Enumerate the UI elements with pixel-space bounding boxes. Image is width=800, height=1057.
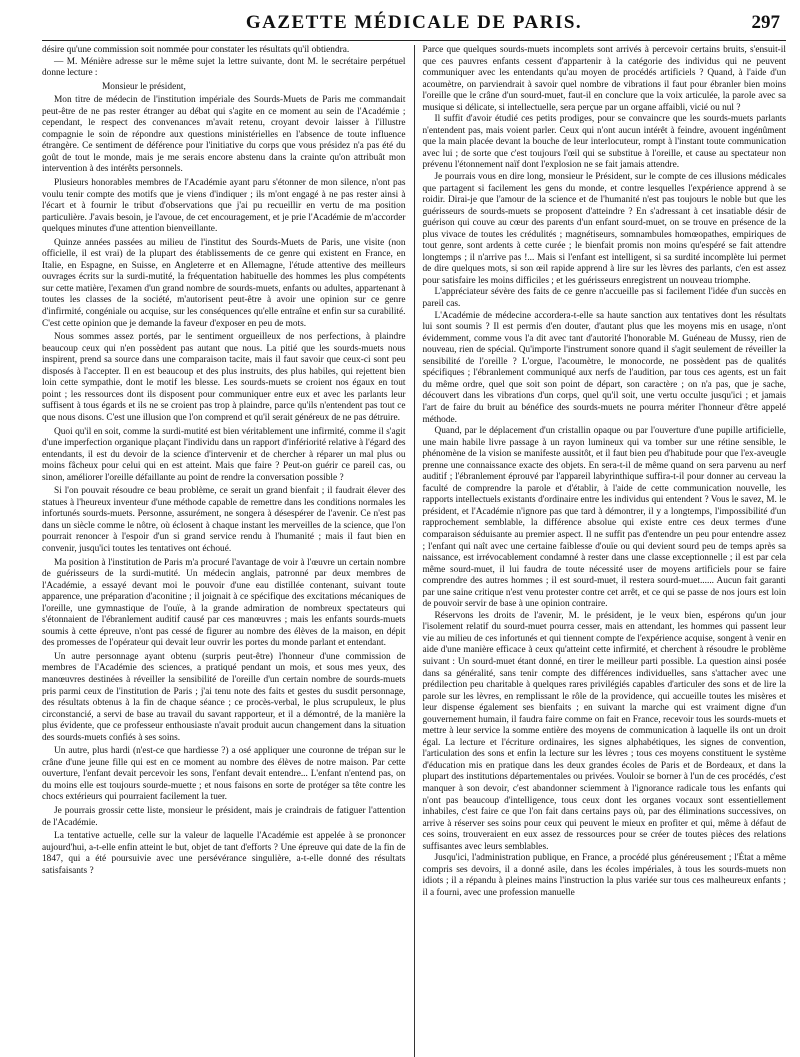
paragraph: Ma position à l'institution de Paris m'a procuré l'avantage de voir à l'œuvre un certain nombre de guérisseurs de la surdi-mutité. Un médecin anglais, patronné par deux membres de l'Académie, a essayé devant moi le pouvoir d'une eau distillée contenant, suivant toute apparence, une préparation d'aconitine ; il joignait à ce spécifique des excitations mécaniques de l'oreille, une gymnastique de l'ouïe, à la grande admiration de nombreux spectateurs qui s'étonnaient de l'ébranlement auditif causé par ces manœuvres ; mais les enfants sourds-muets soumis à cette épreuve, n'ont pas cessé de figurer au nombre des élèves de la maison, en dépit des promesses de l'opérateur qui devait leur ouvrir les portes du monde parlant et entendant.	[42, 557, 406, 649]
page-number: 297	[751, 12, 780, 33]
paragraph: La tentative actuelle, celle sur la valeur de laquelle l'Académie est appelée à se prononcer aujourd'hui, a-t-elle enfin atteint le but, objet de tant d'efforts ? Une épreuve qui date de la fin de 1847, qui a été poursuivie avec une persévérance singulière, a-t-elle donné des résultats satisfaisants ?	[42, 831, 406, 876]
paragraph: Plusieurs honorables membres de l'Académie ayant paru s'étonner de mon silence, n'ont pas voulu tenir compte des motifs que je viens d'indiquer ; ils m'ont engagé à ne pas rester ainsi à l'écart et à fournir le tribut d'observations que j'ai pu recueillir en vertu de ma position particulière. J'avais besoin, je l'avoue, de cet encouragement, et je prie l'Académie de m'accorder quelques minutes d'une attention bienveillante.	[42, 178, 406, 235]
paragraph: L'Académie de médecine accordera-t-elle sa haute sanction aux tentatives dont les résultats lui sont soumis ? Il est permis d'en douter, d'autant plus que les moyens mis en usage, n'ont évidemment, comme vous l'a dit avec tant d'autorité l'honorable M. Guéneau de Mussy, rien de nouveau, rien de spécial. Qu'importe l'instrument sonore quand il s'agit seulement de réveiller la sensibilité de l'oreille ? L'orgue, l'acoumètre, le monocorde, ne possèdent pas de qualités spécifiques ; l'ébranlement communiqué aux nerfs de l'audition, par tous ces agents, est un fait du même ordre, quel que soit son point de départ, son caractère ; on n'a pas, que je sache, découvert dans les vibrations d'un corps, quel qu'il soit, une vertu occulte jusqu'ici ; et jamais l'art de faire du bruit au bénéfice des sourds-muets ne pourra mériter l'honneur d'être appelé méthode.	[422, 310, 786, 425]
paragraph: Quoi qu'il en soit, comme la surdi-mutité est bien véritablement une infirmité, comme il s'agit d'une imperfection organique plaçant l'individu dans un rapport d'infériorité relative à l'égard des entendants, il est du devoir de la science d'intervenir et de chercher à réparer un mal plus ou moins fâcheux pour celui qui en est atteint. Mais que faire ? Peut-on guérir ce pareil cas, ou sinon, améliorer l'oreille défaillante au point de rendre la conversation possible ?	[42, 426, 406, 483]
paragraph: Réservons les droits de l'avenir, M. le président, je le veux bien, espérons qu'un jour l'isolement relatif du sourd-muet pourra cesser, mais en attendant, les hommes qui passent leur vie au milieu de ces infortunés et qui tiennent compte de l'expérience acquise, songent à venir en aide d'une manière efficace à ceux qu'atteint cette infirmité, et cherchent à résoudre le problème suivant : Un sourd-muet étant donné, en tirer le meilleur parti possible. La question ainsi posée dans sa généralité, sans tenir compte des différences individuelles, sans s'attacher avec une prédilection peu charitable à quelques rares privilégiés capables d'articuler des sons et de lire la parole sur les lèvres, en remplissant le rôle de la providence, qui accueille toutes les misères et leur dispense également ses bienfaits ; en suivant la marche qui est vraiment digne d'un gouvernement humain, il faudra faire comme on fait en France, recevoir tous les sourds-muets et mettre à leur service la somme entière des moyens de communication à laquelle ils ont un droit égal. La lecture et l'écriture ordinaires, les signes alphabétiques, les signes de convention, l'articulation des sons et enfin la lecture sur les lèvres ; tous ces moyens constituent le système d'éducation mis en pratique dans les deux grandes écoles de Paris et de Bordeaux, et dans la plupart des institutions départementales ou privées. Vouloir se borner à l'un de ces procédés, c'est manquer à son devoir, c'est abandonner sciemment à l'ignorance radicale tous les enfants qui n'ont pas beaucoup d'intelligence, tous ceux dont les organes vocaux sont essentiellement inhabiles, c'est faire ce que l'on fait dans certains pays où, par des éliminations successives, on arrive à réserver ses soins pour ceux qui peuvent le mieux en profiter et qui, même à défaut de ces soins, trouveraient en eux assez de ressources pour se créer de toutes pièces des relations suffisantes avec leurs semblables.	[422, 610, 786, 852]
paragraph: Nous sommes assez portés, par le sentiment orgueilleux de nos perfections, à plaindre beaucoup ceux qui n'en possèdent pas autant que nous. La pitié que les sourds-muets nous inspirent, prend sa source dans une comparaison tacite, mais il faut savoir que ceux-ci sont peu disposés à l'accepter. Il en est beaucoup et des plus instruits, des plus habiles, qui rejettent bien loin cette sympathie, dont le motif les blesse. Les sourds-muets se croient nos égaux en tout point ; les ressources dont ils disposent pour communiquer entre eux et avec les parlants leur suffisent à tous égards et ils ne se croient pas trop à plaindre, parce qu'ils n'entendent pas tout ce que nous disons. C'est une illusion que l'on comprend et qu'il serait généreux de ne pas détruire.	[42, 332, 406, 423]
page-header	[42, 10, 786, 41]
paragraph: Un autre personnage ayant obtenu (surpris peut-être) l'honneur d'une commission de membres de l'Académie des sciences, a pratiqué pendant un mois, et sous mes yeux, des manœuvres destinées à réveiller la sensibilité de l'oreille d'un certain nombre de sourds-muets pris parmi ceux de l'institution de Paris ; j'ai tenu note des faits et gestes du susdit personnage, des résultats obtenus à la fin de chaque séance ; ce procès-verbal, le plus scrupuleux, le plus circonstancié, a servi de base au travail du savant rapporteur, et il a démontré, de la manière la plus évidente, que ce professeur enthousiaste n'avait produit aucun changement dans la situation des sourds-muets confiés à ses soins.	[42, 651, 406, 743]
paragraph: Mon titre de médecin de l'institution impériale des Sourds-Muets de Paris me commandait peut-être de ne pas rester étranger au débat qui s'agite en ce moment au sein de l'Académie ; cependant, le respect des convenances m'avait retenu, croyant devoir laisser à l'illustre compagnie le soin de répondre aux questions ministérielles en l'absence de toute influence étrangère. Ce sentiment de déférence pour l'initiative du corps que vous présidez n'a pas été du goût de tout le monde, mais je me serais encore abstenu dans la crainte qu'on attribuât mon intervention à des intérêts personnels.	[42, 95, 406, 175]
left-column	[42, 45, 414, 1057]
paragraph: désire qu'une commission soit nommée pour constater les résultats qu'il obtiendra.	[42, 45, 350, 55]
paragraph: Parce que quelques sourds-muets incomplets sont arrivés à percevoir certains bruits, s'ensuit-il que ces pauvres enfants cessent d'appartenir à la catégorie des individus qui ne peuvent communiquer avec les entendants qu'au moyen de procédés artificiels ? Quand, à l'aide d'un acoumètre, on parviendrait à savoir quel nombre de vibrations il faut pour ébranler bien moins l'oreille que le crâne d'un sourd-muet, faut-il en conclure que la voix articulée, la parole avec sa musique si délicate, si intellectuelle, sera perçue par un organe affaibli, vicié ou nul ?	[422, 45, 786, 113]
paragraph: Un autre, plus hardi (n'est-ce que hardiesse ?) a osé appliquer une couronne de trépan sur le crâne d'une jeune fille qui est en ce moment au nombre des élèves de notre maison. Par cette ouverture, l'enfant devait percevoir les sons, l'enfant devait entendre... L'enfant n'entend pas, on du moins elle est toujours sourde-muette ; et nous faisons en sorte de protéger sa tête contre les chocs extérieurs qui pourraient facilement la tuer.	[42, 746, 406, 803]
right-column	[415, 45, 787, 1057]
paragraph: — M. Ménière adresse sur le même sujet la lettre suivante, dont M. le secrétaire perpétuel donne lecture :	[42, 56, 406, 79]
text-columns	[42, 45, 786, 1057]
paragraph: Je pourrais grossir cette liste, monsieur le président, mais je craindrais de fatiguer l'attention de l'Académie.	[42, 806, 406, 828]
paragraph: Jusqu'ici, l'administration publique, en France, a procédé plus généreusement ; l'État a même compris ses devoirs, il a donné asile, dans les écoles impériales, à tous les sourds-muets non idiots ; il a répandu à pleines mains l'instruction la plus variée sur tous ces malheureux enfants ; il a fourni, avec une profession manuelle	[422, 853, 786, 898]
paragraph: L'appréciateur sévère des faits de ce genre n'accueille pas si facilement l'idée d'un succès en pareil cas.	[422, 287, 786, 310]
salutation: Monsieur le président,	[102, 81, 186, 92]
paragraph: Quand, par le déplacement d'un cristallin opaque ou par l'ouverture d'une pupille artificielle, une main habile livre passage à un rayon lumineux qui va tomber sur une rétine sensible, le phénomène de la vision se manifeste aussitôt, et il faut bien peu d'habitude pour que l'ex-aveugle prenne une connaissance exacte des objets. En sera-t-il de même quand on sera parvenu au nerf auditif ; l'ébranlement éprouvé par l'appareil labyrinthique suffira-t-il pour donner au cerveau la faculté de comprendre la parole et d'établir, à l'aide de cette communication nouvelle, les rapports intellectuels existants d'ordinaire entre les individus qui entendent ? Vous le savez, M. le président, et l'Académie n'ignore pas que tard à démontrer, il y a longtemps, l'impossibilité d'un rapprochement semblable, la différence absolue qui existe entre ces deux termes d'une comparaison séduisante au premier aspect. Il ne suffit pas d'entendre un peu pour entendre assez ; l'enfant qui naît avec une certaine faiblesse d'ouïe ou qui devient sourd peu de temps après sa naissance, est irrévocablement condamné à rester dans une classe exceptionnelle ; il est par cela même sourd-muet, il lui faudra de toute nécessité user de moyens artificiels pour se faire comprendre des autres hommes ; il est sourd-muet, il restera sourd-muet...... Aucun fait garanti par une saine critique n'est venu protester contre cet arrêt, et ce qui se passe de nos jours est loin de pouvoir servir de base à une opinion contraire.	[422, 426, 786, 610]
paragraph: Je pourrais vous en dire long, monsieur le Président, sur le compte de ces illusions médicales que partagent si facilement les gens du monde, et contre lesquelles l'expérience apprend à se roidir. Dirai-je que l'amour de la science et de l'humanité n'est pas toujours le noble but que les guérisseurs de sourds-muets se proposent d'atteindre ? En s'adressant à cet insatiable désir de guérison qui couve au cœur des parents d'un enfant sourd-muet, on se trouve en présence de la plus vivace de toutes les crédulités ; magnétiseurs, somnambules homœopathes, empiriques de tout genre, sont ardents à cette curée ; le bienfait promis non moins qu'espéré se fait attendre longtemps ; il n'arrive pas !... Mais si l'enfant est intelligent, si sa surdité incomplète lui permet de dire quelques mots, si son œil rapide apprend à lire sur les lèvres des parlants, c'en est assez pour satisfaire les moins difficiles ; et les guérisseurs enregistrent un nouveau triomphe.	[422, 172, 786, 286]
paragraph: Il suffit d'avoir étudié ces petits prodiges, pour se convaincre que les sourds-muets parlants n'entendent pas, mais voient parler. Ceux qui n'ont aucun intérêt à feindre, avouent ingénûment que la main placée devant la bouche de leur interlocuteur, rompt à l'instant toute communication avec lui ; de sorte que c'est toujours l'œil qui se substitue à l'oreille, et cause au spectateur non prévenu l'étonnement naïf dont l'explosion ne se fait jamais attendre.	[422, 114, 786, 171]
paragraph: Quinze années passées au milieu de l'institut des Sourds-Muets de Paris, une visite (non officielle, il est vrai) de la plupart des établissements de ce genre qui existent en France, en Italie, en Espagne, en Suisse, en Angleterre et en Allemagne, l'étude attentive des meilleurs ouvrages écrits sur la surdi-mutité, la fréquentation habituelle des hommes les plus compétents sur cette matière, l'examen d'un grand nombre de sourds-muets, enfants ou adultes, appartenant à toutes les classes de la société, m'autorisent peut-être à avoir une opinion sur ce genre d'infirmité, congéniale ou acquise, sur les conséquences qu'elle entraîne et enfin sur sa curabilité. C'est cette opinion que je demande la faveur d'exposer en peu de mots.	[42, 237, 406, 329]
paragraph: Si l'on pouvait résoudre ce beau problème, ce serait un grand bienfait ; il faudrait élever des statues à l'heureux inventeur d'une méthode capable de remettre dans les conditions normales les infortunés sourds-muets. Personne, assurément, ne songera à désespérer de l'avenir. Ce n'est pas dans un siècle comme le nôtre, où éclosent à chaque instant les merveilles de la science, que l'on pourrait renoncer à l'espoir d'un si grand service rendu à l'humanité ; mais il faut bien en convenir, jusqu'ici toutes les tentatives ont échoué.	[42, 486, 406, 554]
running-title: GAZETTE MÉDICALE DE PARIS.	[245, 12, 583, 33]
